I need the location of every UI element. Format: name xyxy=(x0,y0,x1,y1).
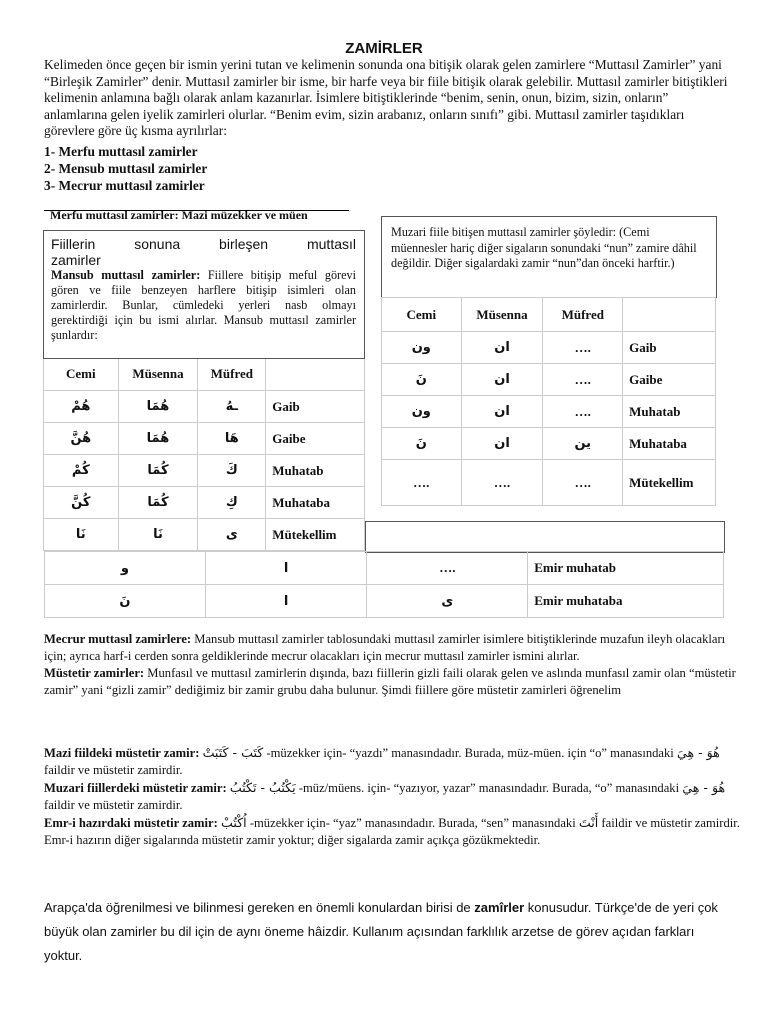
mustetir-paragraph: Müstetir zamirler: Munfasıl ve muttasıl zamirlerin dışında, bazı fiillerin gizli faili olarak gelen ve aslında munfasıl zamir olan “müstetir zamir” yani “gizli zamir” dediğimiz bir zamir grubu daha bulunur. Şimdi fiillere göre müstetir zamirleri öğrenelim xyxy=(44,666,736,697)
table-header: Cemi xyxy=(382,298,462,332)
mecrur-paragraph: Mecrur muttasıl zamirlere: Mansub muttasıl zamirler tablosundaki muttasıl zamirler isimlere bitiştiklerinde muzafun ileyh olacakları için; ayrıca harf-i cerden sonra geldiklerinde mecrur olacakları için mecrur muttasıl zamirler ismini alırlar. xyxy=(44,632,726,663)
table-row: نَ ان ين Muhataba xyxy=(382,428,716,460)
mansub-table xyxy=(43,356,365,551)
mazi-paragraph: Mazi fiildeki müstetir zamir: كَتَبَ - كَتَبَتْ -müzekker için- “yazdı” manasındadır. Burada, müz-müen. için “o” manasındaki هُوَ - هِيَ faildir ve müstetir zamirdir. xyxy=(44,745,720,777)
closing-paragraph: Arapça'da öğrenilmesi ve bilinmesi gereken en önemli konulardan birisi de zamîrler konusudur. Türkçe'de de yeri çok büyük olan zamirler bu dil için de aynı öneme hâizdir. Kullanım açısından farklılık arzetse de görev açıdan farkları yoktur. xyxy=(44,900,718,963)
table-header: Müsenna xyxy=(461,298,543,332)
textbox-body: Mansub muttasıl zamirler: Fiillere bitişip meful görevi gören ve fiile benzeyen harflere bitişip isimleri olan zamirlerdir. Bunlar, cümledeki yerleri nasb olmayı gerektirdiği için bu ismi alırlar. Mansub muttasıl zamirler şunlardır: xyxy=(51,268,356,342)
table-row: كُنَّ كُمَا كِ Muhataba xyxy=(44,487,365,519)
mecrur-section xyxy=(44,631,744,699)
textbox-body: Muzari fiile bitişen muttasıl zamirler şöyledir: (Cemi müennesler hariç diğer sigaların sonundaki “nun” zamire dâhil değildir. Diğer sigalardaki zamir “nun”dan önceki harftir.) xyxy=(391,225,697,270)
table-header: Cemi xyxy=(44,357,119,391)
mansub-textbox xyxy=(43,230,365,359)
muzari-textbox xyxy=(381,216,717,298)
table-row: نَ ان …. Gaibe xyxy=(382,364,716,396)
table-header xyxy=(266,357,365,391)
emir-table xyxy=(44,551,724,618)
zamir-types-list xyxy=(44,143,207,194)
hidden-caption: Merfu muttasıl zamirler: Mazi müzekker ve müen xyxy=(44,210,349,219)
textbox-heading-cont: zamirler xyxy=(51,252,101,268)
table-header: Müfred xyxy=(543,298,623,332)
table-row: ون ان …. Gaib xyxy=(382,332,716,364)
textbox-heading: Fiillerin sonuna birleşen muttasıl xyxy=(51,236,356,252)
list-item: 1- Merfu muttasıl zamirler xyxy=(44,144,198,159)
empty-cell xyxy=(365,521,725,553)
muzari-paragraph: Muzari fiillerdeki müstetir zamir: يَكْتُبُ - تَكْتُبُ -müz/müens. için- “yazıyor, yazar” manasındadır. Burada, “o” manasındaki هُوَ - هِيَ faildir ve müstetir zamirdir. xyxy=(44,780,726,812)
list-item: 3- Mecrur muttasıl zamirler xyxy=(44,178,205,193)
intro-paragraph: Kelimeden önce geçen bir ismin yerini tutan ve kelimenin sonunda ona bitişik olarak gelen zamirlere “Muttasıl Zamirler” yani “Birleşik Zamirler” denir. Muttasıl zamirler bir isme, bir harfe veya bir fiile bitişik olarak gelebilir. Muttasıl zamirler bitiştikleri kelimenin anlamına bağlı olarak anlam kazanırlar. İsimlere bitiştiklerinde “benim, senin, onun, bizim, sizin, onların” anlamlarına gelen iyelik zamirleri olurlar. “Benim evim, sizin arabanız, onların sınıfı” gibi. Muttasıl zamirler taşıdıkları görevlere göre üç kısma ayrılırlar: xyxy=(44,57,728,139)
table-row: ون ان …. Muhatab xyxy=(382,396,716,428)
table-row: كُمْ كُمَا كَ Muhatab xyxy=(44,455,365,487)
muzari-table xyxy=(381,297,716,506)
list-item: 2- Mensub muttasıl zamirler xyxy=(44,161,208,176)
table-header: Müsenna xyxy=(118,357,198,391)
table-row: نَا نَا ى Mütekellim xyxy=(44,519,365,551)
table-row: هُمْ هُمَا ـهُ Gaib xyxy=(44,391,365,423)
table-header xyxy=(623,298,716,332)
emir-paragraph: Emr-i hazırdaki müstetir zamir: اُكْتُبْ -müzekker için- “yaz” manasındadır. Burada, “sen” manasındaki أَنْتَ faildir ve müstetir zamirdir. Emr-i hazırın diğer sigalarında müstetir zamir yoktur; diğer sigalarda zamir açıkça gözükmektedir. xyxy=(44,815,740,847)
table-row: …. …. …. Mütekellim xyxy=(382,460,716,506)
table-row: و ا …. Emir muhatab xyxy=(45,552,724,585)
mustetir-section xyxy=(44,744,744,849)
table-row: هُنَّ هُمَا هَا Gaibe xyxy=(44,423,365,455)
table-header: Müfred xyxy=(198,357,266,391)
page-title: ZAMİRLER xyxy=(345,40,423,57)
table-row: نَ ا ى Emir muhataba xyxy=(45,585,724,618)
